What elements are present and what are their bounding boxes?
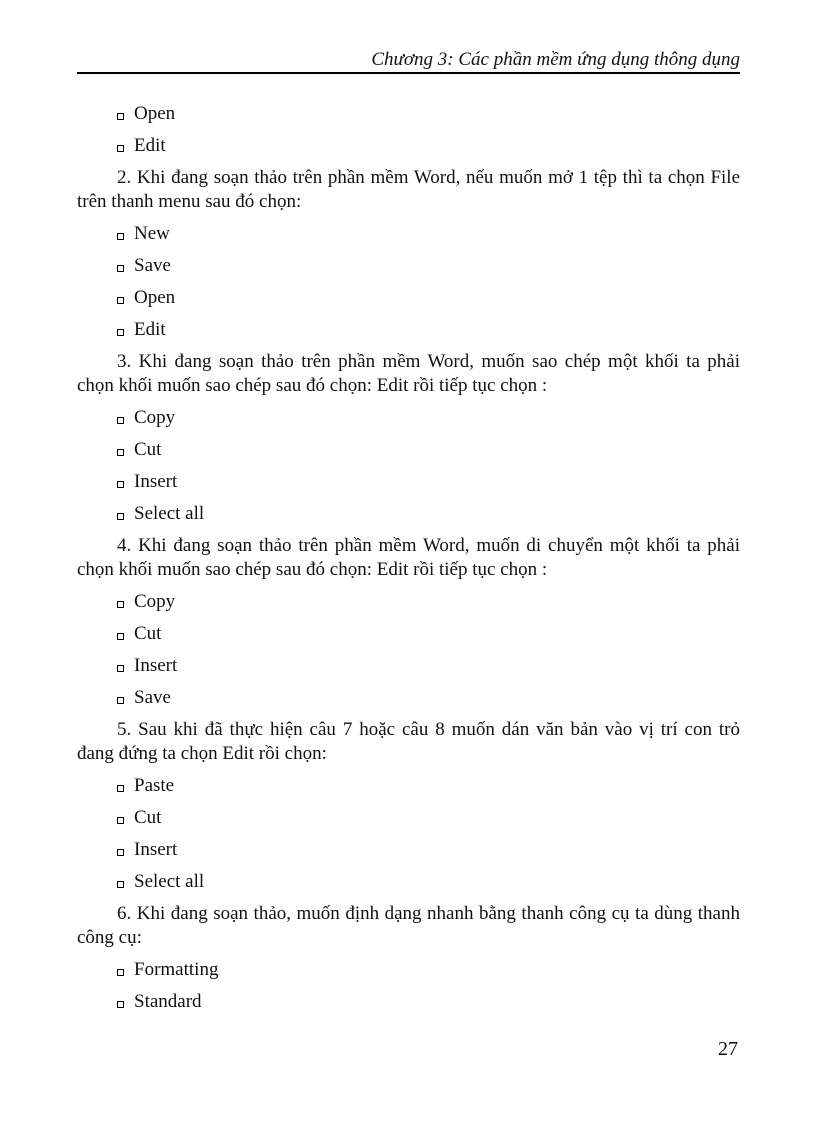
answer-option-label: Save [134,687,171,708]
page-content [77,98,740,1018]
answer-option [77,434,740,466]
answer-option-label: Cut [134,623,162,644]
checkbox-bullet-icon [117,785,124,792]
answer-option [77,130,740,162]
chapter-title: Chương 3: Các phần mềm ứng dụng thông dụng [371,49,740,70]
answer-option [77,682,740,714]
answer-option [77,770,740,802]
answer-option-label: Insert [134,471,178,492]
answer-option-label: Edit [134,319,166,340]
answer-option-label: Edit [134,135,166,156]
checkbox-bullet-icon [117,145,124,152]
checkbox-bullet-icon [117,881,124,888]
answer-option-label: Standard [134,991,202,1012]
answer-option-label: New [134,223,170,244]
answer-option [77,498,740,530]
answer-option [77,986,740,1018]
answer-option [77,466,740,498]
answer-option-label: Copy [134,407,176,428]
answer-option-label: Formatting [134,959,219,980]
answer-option [77,218,740,250]
answer-option-label: Copy [134,591,176,612]
checkbox-bullet-icon [117,665,124,672]
checkbox-bullet-icon [117,697,124,704]
answer-option [77,314,740,346]
checkbox-bullet-icon [117,969,124,976]
answer-option [77,802,740,834]
answer-option [77,402,740,434]
page-header [77,42,740,74]
answer-option-label: Paste [134,775,175,796]
answer-option-label: Cut [134,807,162,828]
answer-option [77,618,740,650]
checkbox-bullet-icon [117,849,124,856]
checkbox-bullet-icon [117,417,124,424]
question-text: 2. Khi đang soạn thảo trên phần mềm Word, nếu muốn mở 1 tệp thì ta chọn File trên thanh menu sau đó chọn: [77,167,740,212]
checkbox-bullet-icon [117,265,124,272]
checkbox-bullet-icon [117,633,124,640]
answer-option-label: Open [134,287,176,308]
question-text: 6. Khi đang soạn thảo, muốn định dạng nhanh bằng thanh công cụ ta dùng thanh công cụ: [77,903,740,948]
checkbox-bullet-icon [117,1001,124,1008]
question-text: 5. Sau khi đã thực hiện câu 7 hoặc câu 8 muốn dán văn bản vào vị trí con trỏ đang đứng ta chọn Edit rồi chọn: [77,719,740,764]
answer-option [77,98,740,130]
checkbox-bullet-icon [117,233,124,240]
page-number: 27 [718,1038,738,1060]
checkbox-bullet-icon [117,513,124,520]
answer-option [77,650,740,682]
checkbox-bullet-icon [117,113,124,120]
answer-option [77,282,740,314]
answer-option-label: Cut [134,439,162,460]
answer-option-label: Select all [134,871,205,892]
question-text: 3. Khi đang soạn thảo trên phần mềm Word, muốn sao chép một khối ta phải chọn khối muốn sao chép sau đó chọn: Edit rồi tiếp tục chọn : [77,351,740,396]
checkbox-bullet-icon [117,601,124,608]
answer-option [77,250,740,282]
answer-option-label: Insert [134,839,178,860]
checkbox-bullet-icon [117,817,124,824]
checkbox-bullet-icon [117,297,124,304]
answer-option [77,834,740,866]
answer-option-label: Open [134,103,176,124]
answer-option-label: Select all [134,503,205,524]
checkbox-bullet-icon [117,481,124,488]
answer-option [77,866,740,898]
answer-option-label: Insert [134,655,178,676]
question-text: 4. Khi đang soạn thảo trên phần mềm Word, muốn di chuyển một khối ta phải chọn khối muốn sao chép sau đó chọn: Edit rồi tiếp tục chọn : [77,535,740,580]
answer-option [77,586,740,618]
checkbox-bullet-icon [117,449,124,456]
answer-option [77,954,740,986]
checkbox-bullet-icon [117,329,124,336]
answer-option-label: Save [134,255,171,276]
